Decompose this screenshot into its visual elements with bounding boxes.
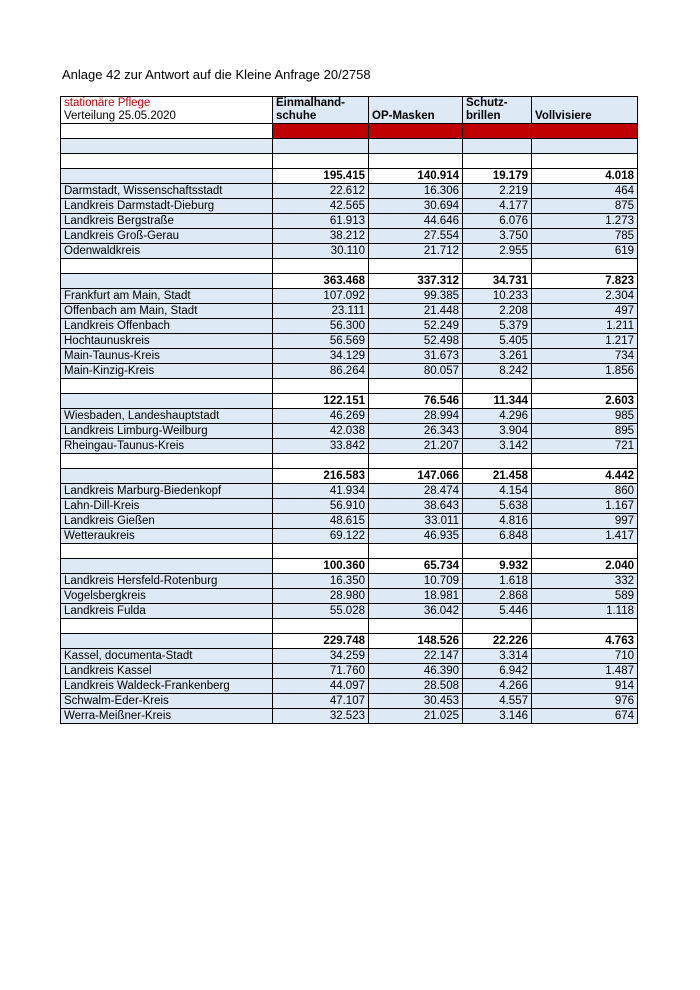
district-value: 2.868	[463, 589, 532, 604]
district-value: 6.076	[463, 214, 532, 229]
district-value: 1.118	[532, 604, 638, 619]
district-value: 38.212	[273, 229, 369, 244]
district-value: 1.856	[532, 364, 638, 379]
spacer-cell	[532, 379, 638, 394]
table-row	[61, 214, 638, 229]
table-row	[61, 304, 638, 319]
district-value: 47.107	[273, 694, 369, 709]
district-value: 3.142	[463, 439, 532, 454]
district-value: 4.296	[463, 409, 532, 424]
district-name: Wetteraukreis	[61, 529, 273, 544]
district-value: 2.208	[463, 304, 532, 319]
spacer-cell	[463, 619, 532, 634]
district-value: 10.709	[369, 574, 463, 589]
district-value: 36.042	[369, 604, 463, 619]
group-total-row	[61, 634, 638, 649]
spacer-row	[61, 544, 638, 559]
district-value: 710	[532, 649, 638, 664]
table-row	[61, 349, 638, 364]
spacer-cell	[532, 454, 638, 469]
category-label: stationäre Pflege	[64, 97, 151, 109]
group-total-value: 9.932	[463, 559, 532, 574]
table-row	[61, 664, 638, 679]
district-name: Landkreis Groß-Gerau	[61, 229, 273, 244]
district-value: 464	[532, 184, 638, 199]
group-total-value: 34.731	[463, 274, 532, 289]
district-value: 721	[532, 439, 638, 454]
district-value: 41.934	[273, 484, 369, 499]
group-total-value: 4.442	[532, 469, 638, 484]
spacer-cell	[532, 544, 638, 559]
spacer-cell	[463, 154, 532, 169]
district-name: Landkreis Bergstraße	[61, 214, 273, 229]
district-name: Offenbach am Main, Stadt	[61, 304, 273, 319]
district-value: 734	[532, 349, 638, 364]
district-value: 5.446	[463, 604, 532, 619]
district-value: 80.057	[369, 364, 463, 379]
spacer-cell	[273, 619, 369, 634]
district-value: 42.565	[273, 199, 369, 214]
group-total-value: 337.312	[369, 274, 463, 289]
district-value: 4.816	[463, 514, 532, 529]
district-name: Darmstadt, Wissenschaftsstadt	[61, 184, 273, 199]
district-name: Landkreis Marburg-Biedenkopf	[61, 484, 273, 499]
spacer-cell	[61, 259, 273, 274]
district-value: 976	[532, 694, 638, 709]
district-name: Werra-Meißner-Kreis	[61, 709, 273, 724]
district-value: 5.638	[463, 499, 532, 514]
district-value: 4.154	[463, 484, 532, 499]
group-total-value: 4.763	[532, 634, 638, 649]
district-value: 21.025	[369, 709, 463, 724]
group-total-row	[61, 469, 638, 484]
district-value: 56.569	[273, 334, 369, 349]
table-row	[61, 604, 638, 619]
document-title: Anlage 42 zur Antwort auf die Kleine Anfrage 20/2758	[62, 67, 371, 82]
group-total-value: 21.458	[463, 469, 532, 484]
district-value: 6.848	[463, 529, 532, 544]
district-value: 46.269	[273, 409, 369, 424]
district-value: 21.207	[369, 439, 463, 454]
district-value: 34.259	[273, 649, 369, 664]
district-value: 107.092	[273, 289, 369, 304]
district-value: 38.643	[369, 499, 463, 514]
district-value: 674	[532, 709, 638, 724]
district-value: 4.177	[463, 199, 532, 214]
table-row	[61, 709, 638, 724]
spacer-cell	[273, 544, 369, 559]
district-value: 34.129	[273, 349, 369, 364]
group-total-label	[61, 169, 273, 184]
district-value: 28.474	[369, 484, 463, 499]
district-value: 21.448	[369, 304, 463, 319]
district-value: 5.379	[463, 319, 532, 334]
spacer-row	[61, 139, 638, 154]
spacer-cell	[61, 544, 273, 559]
spacer-cell	[463, 544, 532, 559]
district-name: Frankfurt am Main, Stadt	[61, 289, 273, 304]
table-row	[61, 244, 638, 259]
district-value: 28.508	[369, 679, 463, 694]
spacer-cell	[532, 259, 638, 274]
district-value: 44.646	[369, 214, 463, 229]
district-value: 86.264	[273, 364, 369, 379]
district-value: 1.417	[532, 529, 638, 544]
group-total-value: 19.179	[463, 169, 532, 184]
district-name: Vogelsbergkreis	[61, 589, 273, 604]
table-row	[61, 649, 638, 664]
district-name: Landkreis Darmstadt-Dieburg	[61, 199, 273, 214]
spacer-cell	[273, 454, 369, 469]
district-value: 21.712	[369, 244, 463, 259]
district-value: 26.343	[369, 424, 463, 439]
spacer-cell	[61, 379, 273, 394]
group-total-row	[61, 169, 638, 184]
spacer-cell	[463, 454, 532, 469]
table-row	[61, 529, 638, 544]
date-label: Verteilung 25.05.2020	[64, 110, 176, 122]
group-total-value: 229.748	[273, 634, 369, 649]
spacer-cell	[61, 154, 273, 169]
district-value: 48.615	[273, 514, 369, 529]
district-value: 22.612	[273, 184, 369, 199]
district-name: Rheingau-Taunus-Kreis	[61, 439, 273, 454]
group-total-value: 4.018	[532, 169, 638, 184]
table-row	[61, 289, 638, 304]
district-name: Landkreis Kassel	[61, 664, 273, 679]
distribution-table	[60, 96, 638, 724]
group-total-row	[61, 559, 638, 574]
district-name: Landkreis Offenbach	[61, 319, 273, 334]
spacer-cell	[61, 454, 273, 469]
group-total-label	[61, 394, 273, 409]
spacer-cell	[369, 379, 463, 394]
district-value: 10.233	[463, 289, 532, 304]
district-value: 1.273	[532, 214, 638, 229]
district-name: Landkreis Limburg-Weilburg	[61, 424, 273, 439]
column-header-visors: Vollvisiere	[532, 97, 638, 124]
district-value: 33.842	[273, 439, 369, 454]
spacer-cell	[273, 259, 369, 274]
district-value: 30.110	[273, 244, 369, 259]
table-row	[61, 229, 638, 244]
district-name: Landkreis Fulda	[61, 604, 273, 619]
group-total-value: 11.344	[463, 394, 532, 409]
district-value: 30.453	[369, 694, 463, 709]
group-total-value: 2.603	[532, 394, 638, 409]
district-value: 785	[532, 229, 638, 244]
spacer-cell	[532, 154, 638, 169]
spacer-cell	[369, 544, 463, 559]
table-row	[61, 409, 638, 424]
district-value: 1.167	[532, 499, 638, 514]
district-value: 997	[532, 514, 638, 529]
district-name: Main-Kinzig-Kreis	[61, 364, 273, 379]
group-total-value: 140.914	[369, 169, 463, 184]
group-total-row	[61, 394, 638, 409]
header-row	[61, 97, 638, 124]
spacer-row	[61, 619, 638, 634]
district-value: 23.111	[273, 304, 369, 319]
district-value: 61.913	[273, 214, 369, 229]
district-value: 1.211	[532, 319, 638, 334]
district-value: 52.498	[369, 334, 463, 349]
district-value: 18.981	[369, 589, 463, 604]
spacer-row	[61, 379, 638, 394]
district-value: 2.304	[532, 289, 638, 304]
group-total-label	[61, 274, 273, 289]
group-total-value: 2.040	[532, 559, 638, 574]
district-value: 46.935	[369, 529, 463, 544]
spacer-cell	[369, 259, 463, 274]
district-value: 5.405	[463, 334, 532, 349]
spacer-row	[61, 154, 638, 169]
group-total-value: 195.415	[273, 169, 369, 184]
table-row	[61, 589, 638, 604]
district-value: 22.147	[369, 649, 463, 664]
district-value: 985	[532, 409, 638, 424]
district-value: 30.694	[369, 199, 463, 214]
district-value: 42.038	[273, 424, 369, 439]
district-value: 31.673	[369, 349, 463, 364]
group-total-value: 363.468	[273, 274, 369, 289]
district-value: 55.028	[273, 604, 369, 619]
group-total-label	[61, 469, 273, 484]
district-value: 56.300	[273, 319, 369, 334]
district-value: 4.266	[463, 679, 532, 694]
district-value: 3.904	[463, 424, 532, 439]
group-total-value: 122.151	[273, 394, 369, 409]
district-value: 895	[532, 424, 638, 439]
district-name: Lahn-Dill-Kreis	[61, 499, 273, 514]
district-value: 1.618	[463, 574, 532, 589]
district-name: Hochtaunuskreis	[61, 334, 273, 349]
district-value: 4.557	[463, 694, 532, 709]
group-total-label	[61, 559, 273, 574]
district-name: Wiesbaden, Landeshauptstadt	[61, 409, 273, 424]
spacer-row	[61, 454, 638, 469]
district-value: 497	[532, 304, 638, 319]
table-row	[61, 439, 638, 454]
group-total-value: 100.360	[273, 559, 369, 574]
spacer-cell	[273, 154, 369, 169]
spacer-cell	[369, 154, 463, 169]
district-value: 71.760	[273, 664, 369, 679]
district-value: 99.385	[369, 289, 463, 304]
spacer-cell	[369, 454, 463, 469]
district-value: 3.261	[463, 349, 532, 364]
district-value: 52.249	[369, 319, 463, 334]
district-value: 33.011	[369, 514, 463, 529]
district-name: Main-Taunus-Kreis	[61, 349, 273, 364]
table-row	[61, 199, 638, 214]
group-total-value: 148.526	[369, 634, 463, 649]
table-row	[61, 424, 638, 439]
district-value: 1.487	[532, 664, 638, 679]
district-value: 28.994	[369, 409, 463, 424]
column-header-gloves: Einmalhand- schuhe	[273, 97, 369, 124]
spacer-cell	[273, 379, 369, 394]
district-value: 6.942	[463, 664, 532, 679]
group-total-value: 65.734	[369, 559, 463, 574]
district-value: 860	[532, 484, 638, 499]
group-total-row	[61, 274, 638, 289]
table-row	[61, 334, 638, 349]
district-value: 3.750	[463, 229, 532, 244]
district-name: Landkreis Hersfeld-Rotenburg	[61, 574, 273, 589]
table-row	[61, 319, 638, 334]
district-name: Schwalm-Eder-Kreis	[61, 694, 273, 709]
spacer-row	[61, 259, 638, 274]
district-value: 914	[532, 679, 638, 694]
district-value: 8.242	[463, 364, 532, 379]
district-value: 16.306	[369, 184, 463, 199]
spacer-cell	[369, 619, 463, 634]
district-value: 332	[532, 574, 638, 589]
group-total-label	[61, 634, 273, 649]
district-value: 69.122	[273, 529, 369, 544]
group-total-value: 216.583	[273, 469, 369, 484]
district-name: Landkreis Waldeck-Frankenberg	[61, 679, 273, 694]
table-row	[61, 364, 638, 379]
spacer-cell	[463, 259, 532, 274]
district-value: 589	[532, 589, 638, 604]
district-value: 32.523	[273, 709, 369, 724]
column-header-goggles: Schutz- brillen	[463, 97, 532, 124]
group-total-value: 7.823	[532, 274, 638, 289]
district-value: 56.910	[273, 499, 369, 514]
district-name: Kassel, documenta-Stadt	[61, 649, 273, 664]
district-value: 3.314	[463, 649, 532, 664]
district-value: 3.146	[463, 709, 532, 724]
district-value: 619	[532, 244, 638, 259]
table-row	[61, 694, 638, 709]
district-value: 16.350	[273, 574, 369, 589]
group-total-value: 147.066	[369, 469, 463, 484]
group-total-value: 76.546	[369, 394, 463, 409]
table-row	[61, 184, 638, 199]
table-row	[61, 679, 638, 694]
spacer-cell	[463, 379, 532, 394]
district-value: 1.217	[532, 334, 638, 349]
table-row	[61, 499, 638, 514]
red-marker-row	[61, 124, 638, 139]
district-value: 875	[532, 199, 638, 214]
district-value: 2.219	[463, 184, 532, 199]
district-value: 46.390	[369, 664, 463, 679]
table-row	[61, 514, 638, 529]
district-name: Landkreis Gießen	[61, 514, 273, 529]
column-header-masks: OP-Masken	[369, 97, 463, 124]
spacer-cell	[61, 619, 273, 634]
header-label-cell	[61, 97, 273, 124]
district-value: 28.980	[273, 589, 369, 604]
district-value: 44.097	[273, 679, 369, 694]
district-value: 27.554	[369, 229, 463, 244]
table-row	[61, 574, 638, 589]
district-value: 2.955	[463, 244, 532, 259]
district-name: Odenwaldkreis	[61, 244, 273, 259]
table-row	[61, 484, 638, 499]
group-total-value: 22.226	[463, 634, 532, 649]
spacer-cell	[532, 619, 638, 634]
